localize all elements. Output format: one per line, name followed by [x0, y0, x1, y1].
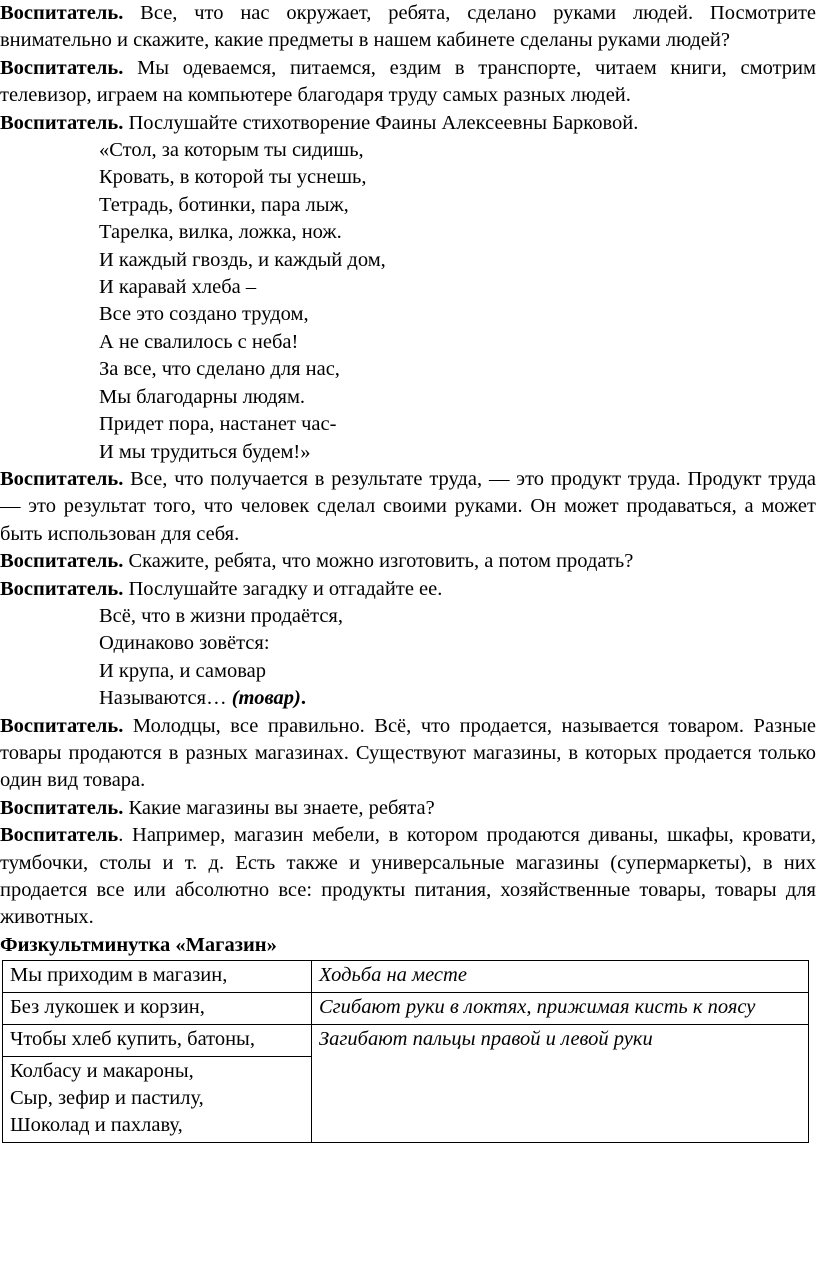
table-row — [3, 961, 809, 993]
poem-line: Все это создано трудом, — [99, 303, 309, 326]
paragraph-4 — [0, 466, 816, 548]
table-row — [3, 993, 809, 1025]
paragraph-text: Все, что нас окружает, ребята, сделано руками людей. Посмотрите внимательно и скажите, какие предметы в нашем кабинете сделаны руками людей? — [0, 2, 816, 52]
paragraph-text: Послушайте загадку и отгадайте ее. — [128, 577, 443, 600]
poem-line: Придет пора, настанет час- — [99, 413, 337, 436]
poem — [0, 137, 816, 466]
poem-line: И каравай хлеба – — [99, 276, 257, 299]
riddle-text: Называются… — [99, 687, 232, 710]
poem-line: «Стол, за которым ты сидишь, — [99, 139, 364, 162]
riddle-line — [99, 685, 816, 712]
speaker-label: Воспитатель. — [0, 796, 124, 819]
paragraph-text: Молодцы, все правильно. Всё, что продается, называется товаром. Разные товары продаются в разных магазинах. Существуют магазины, в которых продается только один вид товара. — [0, 714, 816, 792]
speaker-label: Воспитатель. — [0, 56, 124, 79]
riddle-answer: (товар) — [231, 687, 301, 710]
poem-line: И каждый гвоздь, и каждый дом, — [99, 248, 386, 271]
verse-line: Сыр, зефир и пастилу, — [10, 1087, 204, 1110]
paragraph-text: Скажите, ребята, что можно изготовить, а потом продать? — [128, 550, 634, 573]
poem-line: Тарелка, вилка, ложка, нож. — [99, 221, 342, 244]
paragraph-9 — [0, 822, 816, 932]
riddle-line: Всё, что в жизни продаётся, — [99, 604, 343, 627]
speaker-label: Воспитатель. — [0, 2, 124, 24]
speaker-label: Воспитатель. — [0, 467, 124, 490]
verse-line: Шоколад и пахлаву, — [10, 1114, 183, 1137]
paragraph-text: Послушайте стихотворение Фаины Алексеевны Барковой. — [128, 111, 639, 134]
speaker-label: Воспитатель. — [0, 111, 124, 134]
paragraph-3 — [0, 110, 816, 137]
riddle-end: . — [300, 687, 306, 710]
paragraph-7 — [0, 713, 816, 795]
riddle-line: И крупа, и самовар — [99, 659, 266, 682]
paragraph-text: Какие магазины вы знаете, ребята? — [128, 796, 435, 819]
paragraph-text: Мы одеваемся, питаемся, ездим в транспорте, читаем книги, смотрим телевизор, играем на компьютере благодаря труду самых разных людей. — [0, 56, 816, 107]
riddle-line: Одинаково зовётся: — [99, 632, 270, 655]
table-cell-verse — [3, 961, 312, 993]
table-cell-action: Загибают пальцы правой и левой руки — [312, 1025, 809, 1143]
table-row — [3, 1025, 809, 1057]
paragraph-8 — [0, 795, 816, 822]
exercise-table — [2, 960, 809, 1143]
verse-line: Без лукошек и корзин, — [10, 996, 205, 1019]
poem-line: Кровать, в которой ты уснешь, — [99, 166, 367, 189]
table-cell-action: Сгибают руки в локтях, прижимая кисть к поясу — [312, 993, 809, 1025]
poem-line: А не свалилось с неба! — [99, 330, 299, 353]
speaker-label: Воспитатель. — [0, 714, 124, 737]
verse-line: Колбасу и макароны, — [10, 1060, 194, 1083]
speaker-label: Воспитатель — [0, 824, 119, 847]
poem-line: За все, что сделано для нас, — [99, 358, 340, 381]
poem-line: Тетрадь, ботинки, пара лыж, — [99, 193, 349, 216]
verse-line: Мы приходим в магазин, — [10, 964, 228, 987]
table-cell-verse — [3, 1025, 312, 1057]
paragraph-text: Все, что получается в результате труда, — это продукт труда. Продукт труда — это результат того, что человек сделал своими руками. Он может продаваться, а может быть использован для себя. — [0, 467, 816, 545]
table-cell-action: Ходьба на месте — [312, 961, 809, 993]
table-cell-verse — [3, 993, 312, 1025]
paragraph-5 — [0, 548, 816, 575]
paragraph-6 — [0, 576, 816, 603]
riddle — [0, 603, 816, 713]
table-cell-verse — [3, 1057, 312, 1143]
poem-line: Мы благодарны людям. — [99, 385, 306, 408]
poem-line: И мы трудиться будем!» — [99, 440, 311, 463]
paragraph-text: . Например, магазин мебели, в котором продаются диваны, шкафы, кровати, тумбочки, столы и т. д. Есть также и универсальные магазины (супермаркеты), в них продается все или абсолютно все: продукты питания, хозяйственные товары, товары для животных. — [0, 824, 816, 929]
paragraph-2 — [0, 55, 816, 110]
speaker-label: Воспитатель. — [0, 550, 124, 573]
speaker-label: Воспитатель. — [0, 577, 124, 600]
section-heading: Физкультминутка «Магазин» — [0, 933, 277, 956]
paragraph-1 — [0, 0, 816, 55]
verse-line: Чтобы хлеб купить, батоны, — [10, 1028, 255, 1051]
